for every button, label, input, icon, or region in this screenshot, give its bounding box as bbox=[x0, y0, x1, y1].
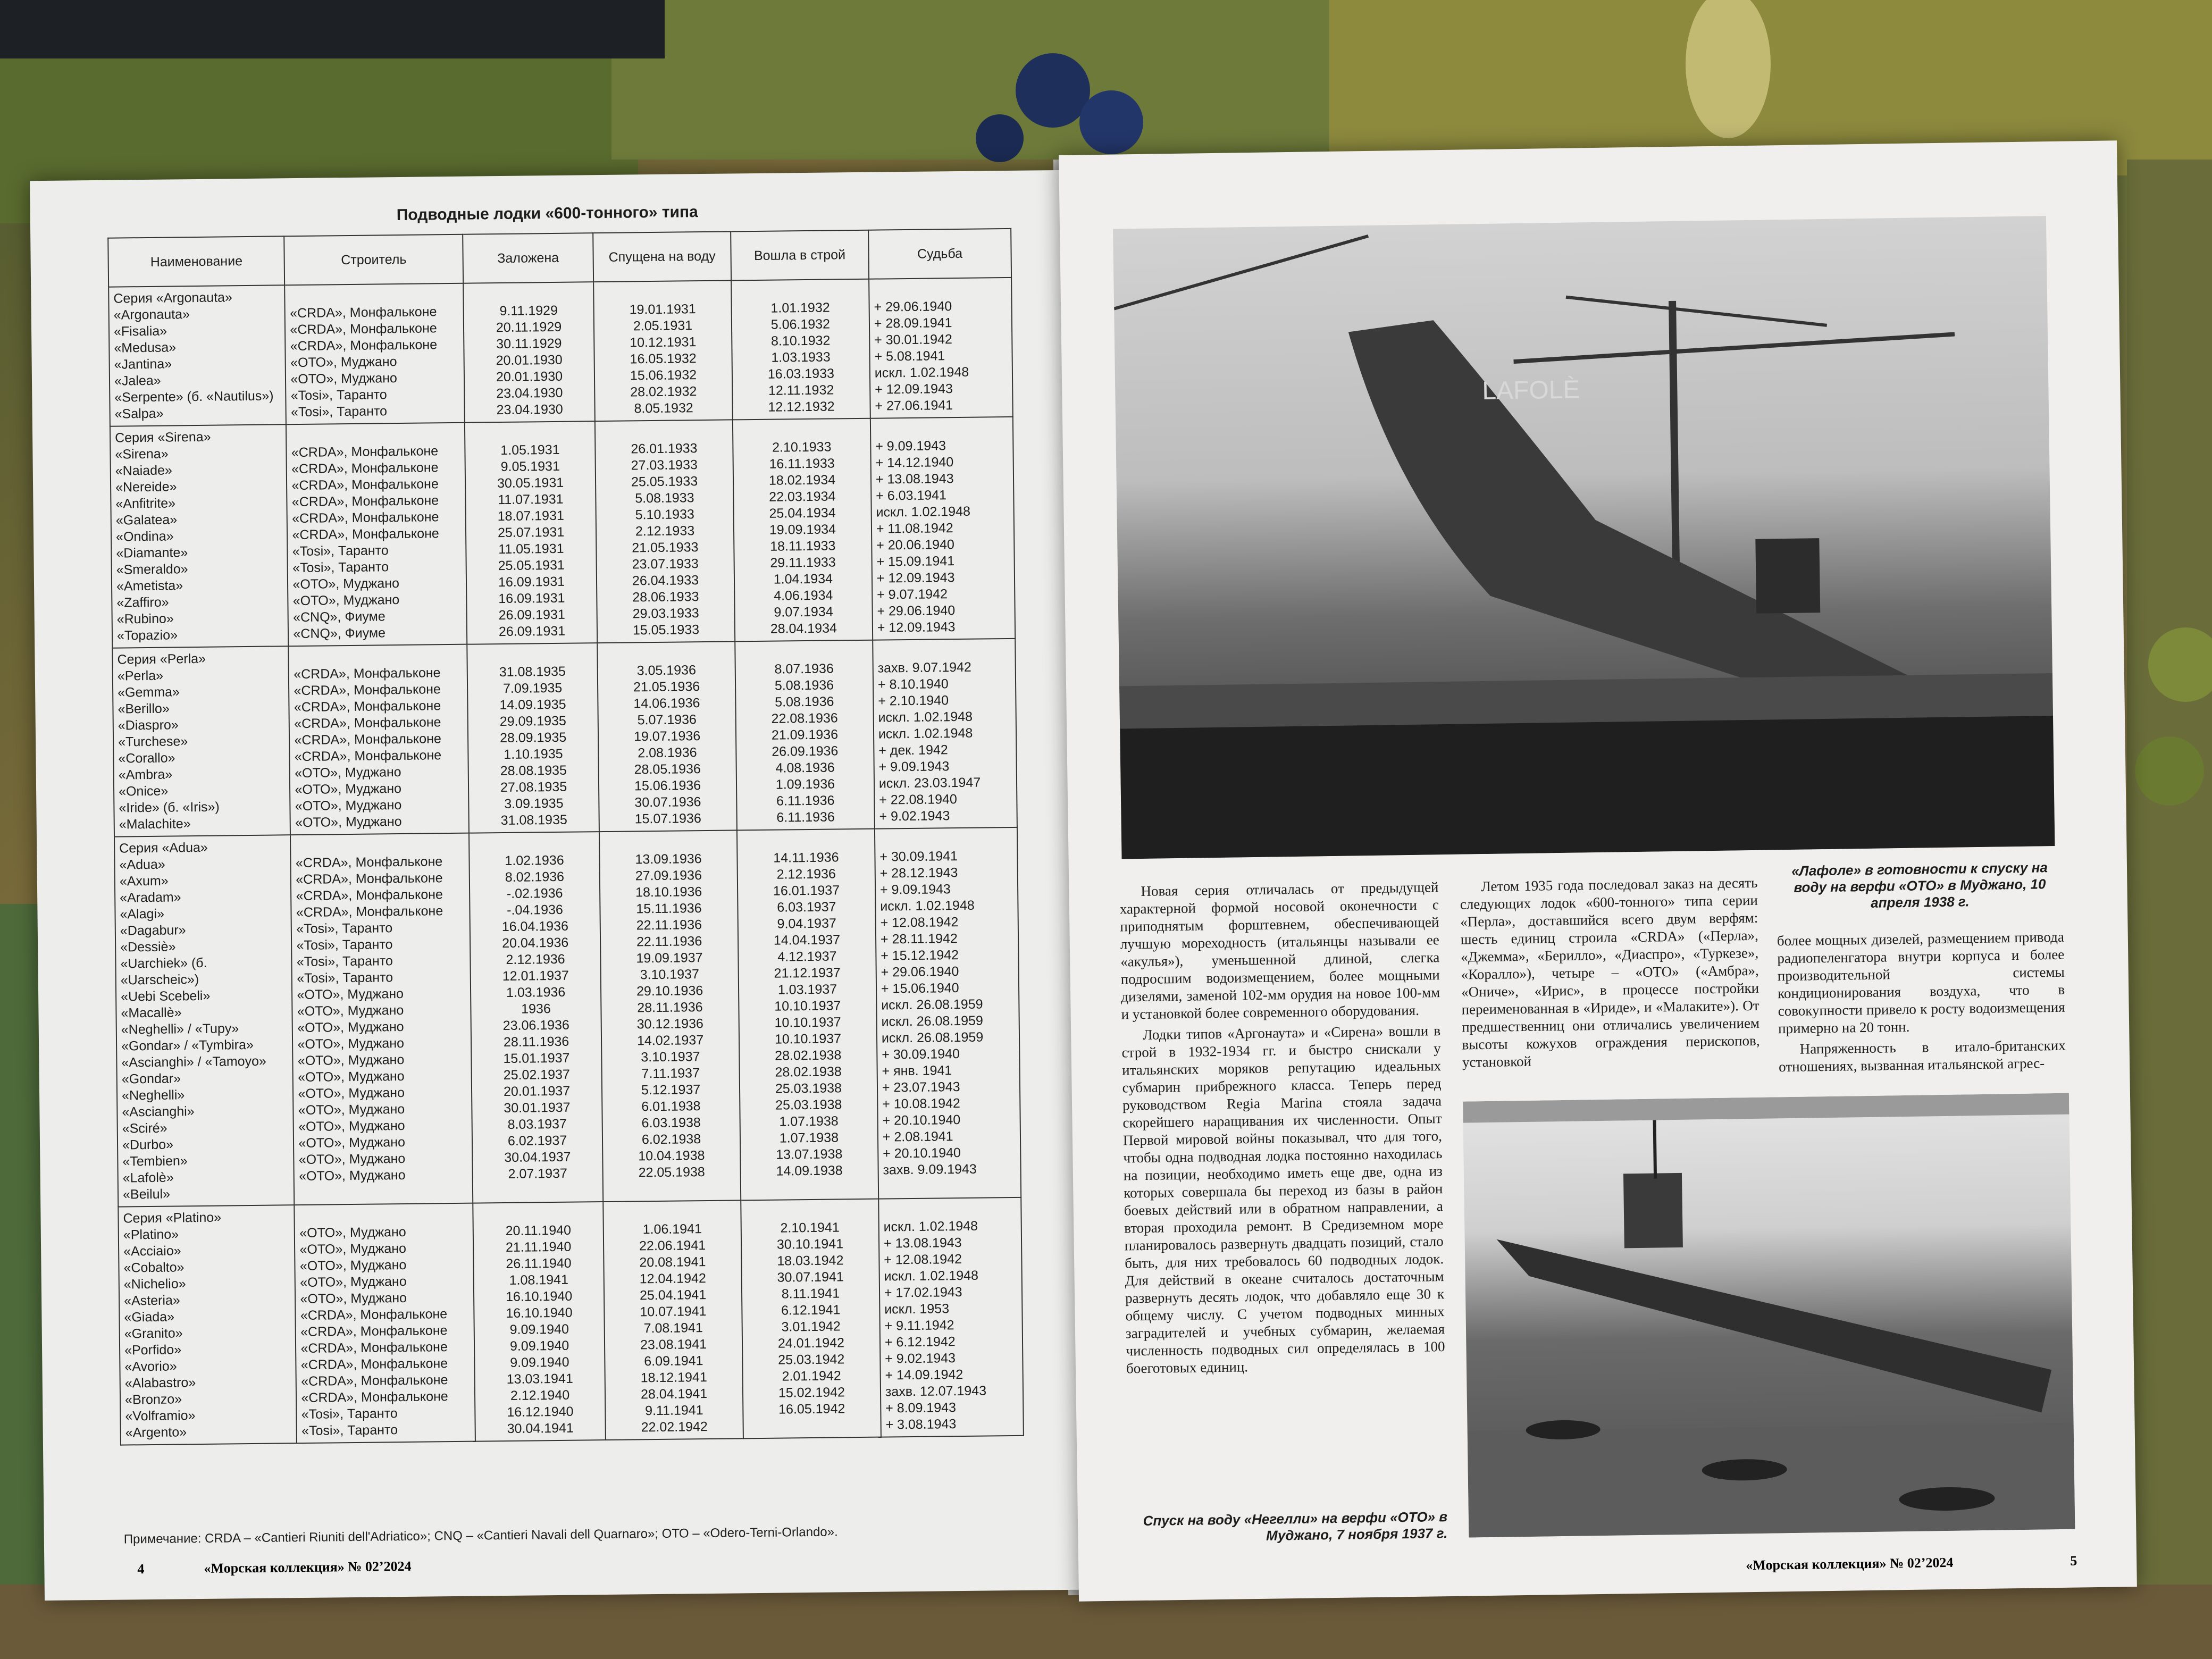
left-page-footer: «Морская коллекция» № 02’2024 bbox=[204, 1558, 412, 1576]
photo-top-drawing bbox=[1113, 216, 2055, 859]
laid-cell: 31.08.1935 7.09.1935 14.09.1935 29.09.1935 28.09.1935 1.10.1935 28.08.1935 27.08.1935 3.09.1935 31.08.1935 bbox=[467, 643, 599, 833]
right-page-footer: «Морская коллекция» № 02’2024 bbox=[1746, 1554, 1954, 1573]
builders-cell: «CRDA», Монфальконе «CRDA», Монфальконе «CRDA», Монфальконе «ОТО», Муджано «ОТО», Муджано «Tosi», Таранто «Tosi», Таранто bbox=[285, 283, 465, 424]
launched-cell: 19.01.1931 2.05.1931 10.12.1931 16.05.1932 15.06.1932 28.02.1932 8.05.1932 bbox=[593, 280, 733, 421]
builders-cell: «ОТО», Муджано «ОТО», Муджано «ОТО», Муджано «ОТО», Муджано «ОТО», Муджано «CRDA», Монфальконе «CRDA», Монфальконе «CRDA», Монфальконе «CRDA», Монфальконе «CRDA», Монфальконе «CRDA», Монфальконе «Tosi», Таранто «Tosi», Таранто bbox=[295, 1203, 475, 1443]
laid-cell: 9.11.1929 20.11.1929 30.11.1929 20.01.1930 20.01.1930 23.04.1930 23.04.1930 bbox=[463, 282, 595, 423]
table-row bbox=[114, 827, 1021, 1207]
fate-cell: искл. 1.02.1948 + 13.08.1943 + 12.08.1942 искл. 1.02.1948 + 17.02.1943 искл. 1953 + 9.11.1942 + 6.12.1942 + 9.02.1943 + 14.09.1942 захв. 12.07.1943 + 8.09.1943 + 3.08.1943 bbox=[878, 1197, 1024, 1437]
right-page bbox=[1059, 140, 2137, 1602]
table-row bbox=[118, 1197, 1024, 1445]
table-row bbox=[112, 639, 1017, 837]
table-row bbox=[110, 417, 1015, 648]
builders-cell: «CRDA», Монфальконе «CRDA», Монфальконе «CRDA», Монфальконе «CRDA», Монфальконе «Tosi», Таранто «Tosi», Таранто «Tosi», Таранто «Tosi», Таранто «ОТО», Муджано «ОТО», Муджано «ОТО», Муджано «ОТО», Муджано «ОТО», Муджано «ОТО», Муджано «ОТО», Муджано «ОТО», Муджано «ОТО», Муджано «ОТО», Муджано «ОТО», Муджано «ОТО», Муджано bbox=[290, 833, 473, 1205]
text-column-right bbox=[1777, 928, 2066, 1079]
header-commissioned: Вошла в строй bbox=[731, 230, 869, 281]
paragraph: Новая серия отличалась от предыдущей характерной формой носовой оконечности с приподнятым форштевнем, обеспечивающей лучшую мореходность (итальянцы называли ее «акулья»), уменьшенной длиной, слегка подросшим водоизмещением, более мощными дизелями, заменой 102-мм орудия на новое 100-мм и установкой более современного оборудования. bbox=[1119, 879, 1440, 1023]
hull-name-text: LAFOLÈ bbox=[1482, 375, 1580, 405]
commissioned-cell: 1.01.1932 5.06.1932 8.10.1932 1.03.1933 16.03.1933 12.11.1932 12.12.1932 bbox=[731, 279, 870, 420]
photo-bottom-drawing bbox=[1463, 1093, 2075, 1538]
launched-cell: 1.06.1941 22.06.1941 20.08.1941 12.04.1942 25.04.1941 10.07.1941 7.08.1941 23.08.1941 6.09.1941 18.12.1941 28.04.1941 9.11.1941 22.02.1942 bbox=[603, 1200, 743, 1440]
names-cell: Серия «Argonauta» «Argonauta» «Fisalia» «Medusa» «Jantina» «Jalea» «Serpente» (б. «Nautilus») «Salpa» bbox=[108, 285, 286, 426]
commissioned-cell: 2.10.1933 16.11.1933 18.02.1934 22.03.1934 25.04.1934 19.09.1934 18.11.1933 29.11.1933 1.04.1934 4.06.1934 9.07.1934 28.04.1934 bbox=[733, 418, 873, 642]
paragraph: Лодки типов «Аргонаута» и «Сирена» вошли в строй в 1932-1934 гг. и быстро снискали у итальянских моряков репутацию идеальных субмарин прибрежного класса. Теперь перед руководством Regia Marina стояла задача скорейшего наращивания их численности. Опыт Первой мировой войны показывал, что для того, чтобы одна подводная лодка постоянно находилась на позиции, необходимо иметь еще две, одна из которых совершала бы переход из базы в район боевых действий или в обратном направлении, а вторая проходила ремонт. В Средиземном море планировалось развернуть двадцать позиций, стало быть, для них требовалось 60 подводных лодок. Для действий в океане считалось достаточным развернуть десять лодок, что добавляло еще 30 к общему числу. С учетом подводных минных заградителей и учебных субмарин, желаемая численность подводных сил определялась в 100 боеготовых единиц. bbox=[1121, 1023, 1445, 1377]
paragraph: Летом 1935 года последовал заказ на десять следующих лодок «600-тонного» типа серии «Перла», доставшийся всего двум верфям: шесть единиц строила «CRDA» («Перла», «Джемма», «Берилло», «Диаспро», «Туркезе», «Коралло»), четыре – «ОТО» («Амбра», «Ониче», «Ирис», в процессе постройки переименованная в «Ириде», и «Малаките»). От предшественниц они отличались увеличением высоты кожухов ограждения перископов, установкой bbox=[1460, 874, 1760, 1070]
photo-caption-bottom: Спуск на воду «Негелли» на верфи «ОТО» в Муджано, 7 ноября 1937 г. bbox=[1143, 1509, 1448, 1544]
laid-cell: 20.11.1940 21.11.1940 26.11.1940 1.08.1941 16.10.1940 16.10.1940 9.09.1940 9.09.1940 9.09.1940 13.03.1941 2.12.1940 16.12.1940 30.04.1941 bbox=[473, 1202, 606, 1442]
text-column-middle bbox=[1460, 874, 1760, 1075]
commissioned-cell: 8.07.1936 5.08.1936 5.08.1936 22.08.1936 21.09.1936 26.09.1936 4.08.1936 1.09.1936 6.11.1936 6.11.1936 bbox=[735, 640, 875, 831]
header-fate: Судьба bbox=[868, 229, 1011, 279]
photo-caption-top: «Лафоле» в готовности к спуску на воду на верфи «ОТО» в Муджано, 10 апреля 1938 г. bbox=[1791, 859, 2048, 911]
names-cell: Серия «Perla» «Perla» «Gemma» «Berillo» «Diaspro» «Turchese» «Corallo» «Ambra» «Onice» «Iride» (б. «Iris») «Malachite» bbox=[112, 646, 290, 836]
laid-cell: 1.05.1931 9.05.1931 30.05.1931 11.07.1931 18.07.1931 25.07.1931 11.05.1931 25.05.1931 16.09.1931 16.09.1931 26.09.1931 26.09.1931 bbox=[465, 421, 597, 644]
header-laid: Заложена bbox=[463, 233, 593, 283]
table-note: Примечание: CRDA – «Cantieri Riuniti dell'Adriatico»; CNQ – «Cantieri Navali dell Quarnaro»; ОТО – «Odero-Terni-Orlando». bbox=[123, 1524, 838, 1547]
submarine-on-slipway-photo bbox=[1113, 216, 2055, 859]
names-cell: Серия «Sirena» «Sirena» «Naiade» «Nereide» «Anfitrite» «Galatea» «Ondina» «Diamante» «Smeraldo» «Ametista» «Zaffiro» «Rubino» «Topazio» bbox=[110, 424, 289, 648]
table-row bbox=[108, 278, 1013, 426]
right-page-number: 5 bbox=[2069, 1553, 2077, 1569]
launched-cell: 3.05.1936 21.05.1936 14.06.1936 5.07.1936 19.07.1936 2.08.1936 28.05.1936 15.06.1936 30.07.1936 15.07.1936 bbox=[597, 641, 737, 832]
launched-cell: 26.01.1933 27.03.1933 25.05.1933 5.08.1933 5.10.1933 2.12.1933 21.05.1933 23.07.1933 26.04.1933 28.06.1933 29.03.1933 15.05.1933 bbox=[595, 420, 735, 643]
submarine-table bbox=[107, 228, 1024, 1446]
text-column-left bbox=[1119, 878, 1445, 1380]
builders-cell: «CRDA», Монфальконе «CRDA», Монфальконе «CRDA», Монфальконе «CRDA», Монфальконе «CRDA», Монфальконе «CRDA», Монфальконе «ОТО», Муджано «ОТО», Муджано «ОТО», Муджано «ОТО», Муджано bbox=[289, 644, 469, 835]
paragraph: Напряженность в итало-британских отношениях, вызванная итальянской агрес- bbox=[1778, 1037, 2066, 1075]
fate-cell: + 9.09.1943 + 14.12.1940 + 13.08.1943 + 6.03.1941 искл. 1.02.1948 + 11.08.1942 + 20.06.1940 + 15.09.1941 + 12.09.1943 + 9.07.1942 + 29.06.1940 + 12.09.1943 bbox=[870, 417, 1015, 640]
names-cell: Серия «Adua» «Adua» «Axum» «Aradam» «Alagi» «Dagabur» «Dessiè» «Uarchiek» (б. «Uarscheic») «Uebi Scebeli» «Macallè» «Neghelli» / «Tupy» «Gondar» / «Tymbira» «Ascianghi» / «Tamoyo» «Gondar» «Neghelli» «Ascianghi» «Sciré» «Durbo» «Tembien» «Lafolè» «Beilul» bbox=[114, 835, 295, 1206]
header-launched: Спущена на воду bbox=[593, 231, 731, 282]
builders-cell: «CRDA», Монфальконе «CRDA», Монфальконе «CRDA», Монфальконе «CRDA», Монфальконе «CRDA», Монфальконе «CRDA», Монфальконе «Tosi», Таранто «Tosi», Таранто «ОТО», Муджано «ОТО», Муджано «CNQ», Фиуме «CNQ», Фиуме bbox=[286, 423, 467, 646]
launched-cell: 13.09.1936 27.09.1936 18.10.1936 15.11.1936 22.11.1936 22.11.1936 19.09.1937 3.10.1937 29.10.1936 28.11.1936 30.12.1936 14.02.1937 3.10.1937 7.11.1937 5.12.1937 6.01.1938 6.03.1938 6.02.1938 10.04.1938 22.05.1938 bbox=[599, 830, 741, 1202]
table-header-row bbox=[108, 229, 1011, 287]
commissioned-cell: 14.11.1936 2.12.1936 16.01.1937 6.03.1937 9.04.1937 14.04.1937 4.12.1937 21.12.1937 1.03.1937 10.10.1937 10.10.1937 10.10.1937 28.02.1938 28.02.1938 25.03.1938 25.03.1938 1.07.1938 1.07.1938 13.07.1938 14.09.1938 bbox=[737, 829, 878, 1201]
fate-cell: + 30.09.1941 + 28.12.1943 + 9.09.1943 искл. 1.02.1948 + 12.08.1942 + 28.11.1942 + 15.12.1942 + 29.06.1940 + 15.06.1940 искл. 26.08.1959 искл. 26.08.1959 искл. 26.08.1959 + 30.09.1940 + янв. 1941 + 23.07.1943 + 10.08.1942 + 20.10.1940 + 2.08.1941 + 20.10.1940 захв. 9.09.1943 bbox=[875, 827, 1021, 1199]
header-name: Наименование bbox=[108, 236, 284, 287]
names-cell: Серия «Platino» «Platino» «Acciaio» «Cobalto» «Nichelio» «Asteria» «Giada» «Granito» «Porfido» «Avorio» «Alabastro» «Bronzo» «Volframio» «Argento» bbox=[118, 1205, 297, 1445]
table-title: Подводные лодки «600-тонного» типа bbox=[396, 203, 698, 224]
header-builder: Строитель bbox=[284, 234, 464, 286]
left-page-number: 4 bbox=[137, 1561, 145, 1577]
laid-cell: 1.02.1936 8.02.1936 -.02.1936 -.04.1936 16.04.1936 20.04.1936 2.12.1936 12.01.1937 1.03.1936 1936 23.06.1936 28.11.1936 15.01.1937 25.02.1937 20.01.1937 30.01.1937 8.03.1937 6.02.1937 30.04.1937 2.07.1937 bbox=[469, 832, 603, 1203]
submarine-launch-photo bbox=[1463, 1093, 2075, 1538]
commissioned-cell: 2.10.1941 30.10.1941 18.03.1942 30.07.1941 8.11.1941 6.12.1941 3.01.1942 24.01.1942 25.03.1942 2.01.1942 15.02.1942 16.05.1942 bbox=[741, 1199, 881, 1439]
fate-cell: + 29.06.1940 + 28.09.1941 + 30.01.1942 + 5.08.1941 искл. 1.02.1948 + 12.09.1943 + 27.06.1941 bbox=[869, 278, 1013, 418]
fate-cell: захв. 9.07.1942 + 8.10.1940 + 2.10.1940 искл. 1.02.1948 искл. 1.02.1948 + дек. 1942 + 9.09.1943 искл. 23.03.1947 + 22.08.1940 + 9.02.1943 bbox=[873, 639, 1017, 829]
left-page bbox=[30, 170, 1079, 1601]
paragraph: более мощных дизелей, размещением привода радиопеленгатора внутри корпуса и более производительной системы кондиционирования воздуха, что в совокупности привело к росту водоизмещения примерно на 20 тонн. bbox=[1777, 928, 2065, 1037]
